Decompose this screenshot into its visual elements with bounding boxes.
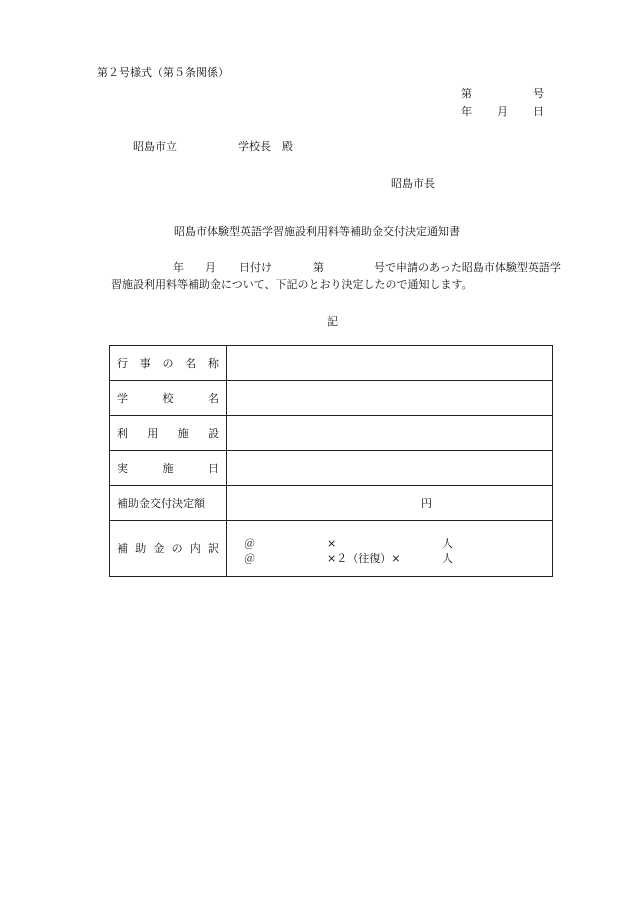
label-text: 学 校 名 (117, 391, 219, 405)
date-year: 年 (461, 105, 472, 118)
date-value (227, 451, 553, 486)
addressee-title: 学校長 殿 (238, 140, 293, 153)
table-row (110, 521, 553, 577)
sender-name: 昭島市長 (391, 177, 435, 190)
row-label-date (110, 451, 227, 486)
label-text: 行 事 の 名 称 (117, 356, 219, 370)
breakdown-line1-times: × (327, 537, 337, 550)
body-line-2: 習施設利用料等補助金について、下記のとおり決定したので通知します。 (111, 278, 473, 291)
document-number-label: 第 (461, 87, 472, 100)
body-dated: 日付け (239, 261, 272, 274)
event-name-value (227, 346, 553, 381)
school-name-value (227, 381, 553, 416)
breakdown-line2-times: ×２（往復）× (327, 552, 401, 565)
breakdown-value (227, 521, 553, 577)
row-label-school-name (110, 381, 227, 416)
body-month: 月 (205, 261, 216, 274)
breakdown-line2-at: ＠ (244, 552, 255, 565)
grant-amount-value (227, 486, 553, 521)
breakdown-line2-person: 人 (442, 552, 453, 565)
breakdown-line1-person: 人 (442, 537, 453, 550)
row-label-breakdown (110, 521, 227, 577)
date-month: 月 (497, 105, 508, 118)
date-day: 日 (533, 105, 544, 118)
body-line1-rest: 号で申請のあった昭島市体験型英語学 (374, 261, 561, 274)
row-label-facility (110, 416, 227, 451)
table-row (110, 486, 553, 521)
table-row (110, 381, 553, 416)
document-title: 昭島市体験型英語学習施設利用料等補助金交付決定通知書 (174, 225, 460, 238)
yen-unit: 円 (421, 497, 432, 510)
table-row (110, 346, 553, 381)
body-no-prefix: 第 (313, 261, 324, 274)
breakdown-lines (227, 521, 552, 576)
table-row (110, 451, 553, 486)
row-label-grant-amount (110, 486, 227, 521)
form-number: 第２号様式（第５条関係） (97, 66, 229, 79)
addressee-city: 昭島市立 (133, 140, 177, 153)
body-year: 年 (173, 261, 184, 274)
ki-heading: 記 (327, 315, 338, 328)
breakdown-line1-at: ＠ (244, 537, 255, 550)
label-text: 利 用 施 設 (117, 426, 219, 440)
label-text: 補助金交付決定額 (117, 496, 205, 510)
label-text: 補 助 金 の 内 訳 (117, 542, 219, 555)
detail-table (109, 345, 553, 577)
label-text: 実 施 日 (117, 461, 219, 475)
row-label-event-name (110, 346, 227, 381)
document-number-suffix: 号 (533, 87, 544, 100)
facility-value (227, 416, 553, 451)
table-row (110, 416, 553, 451)
